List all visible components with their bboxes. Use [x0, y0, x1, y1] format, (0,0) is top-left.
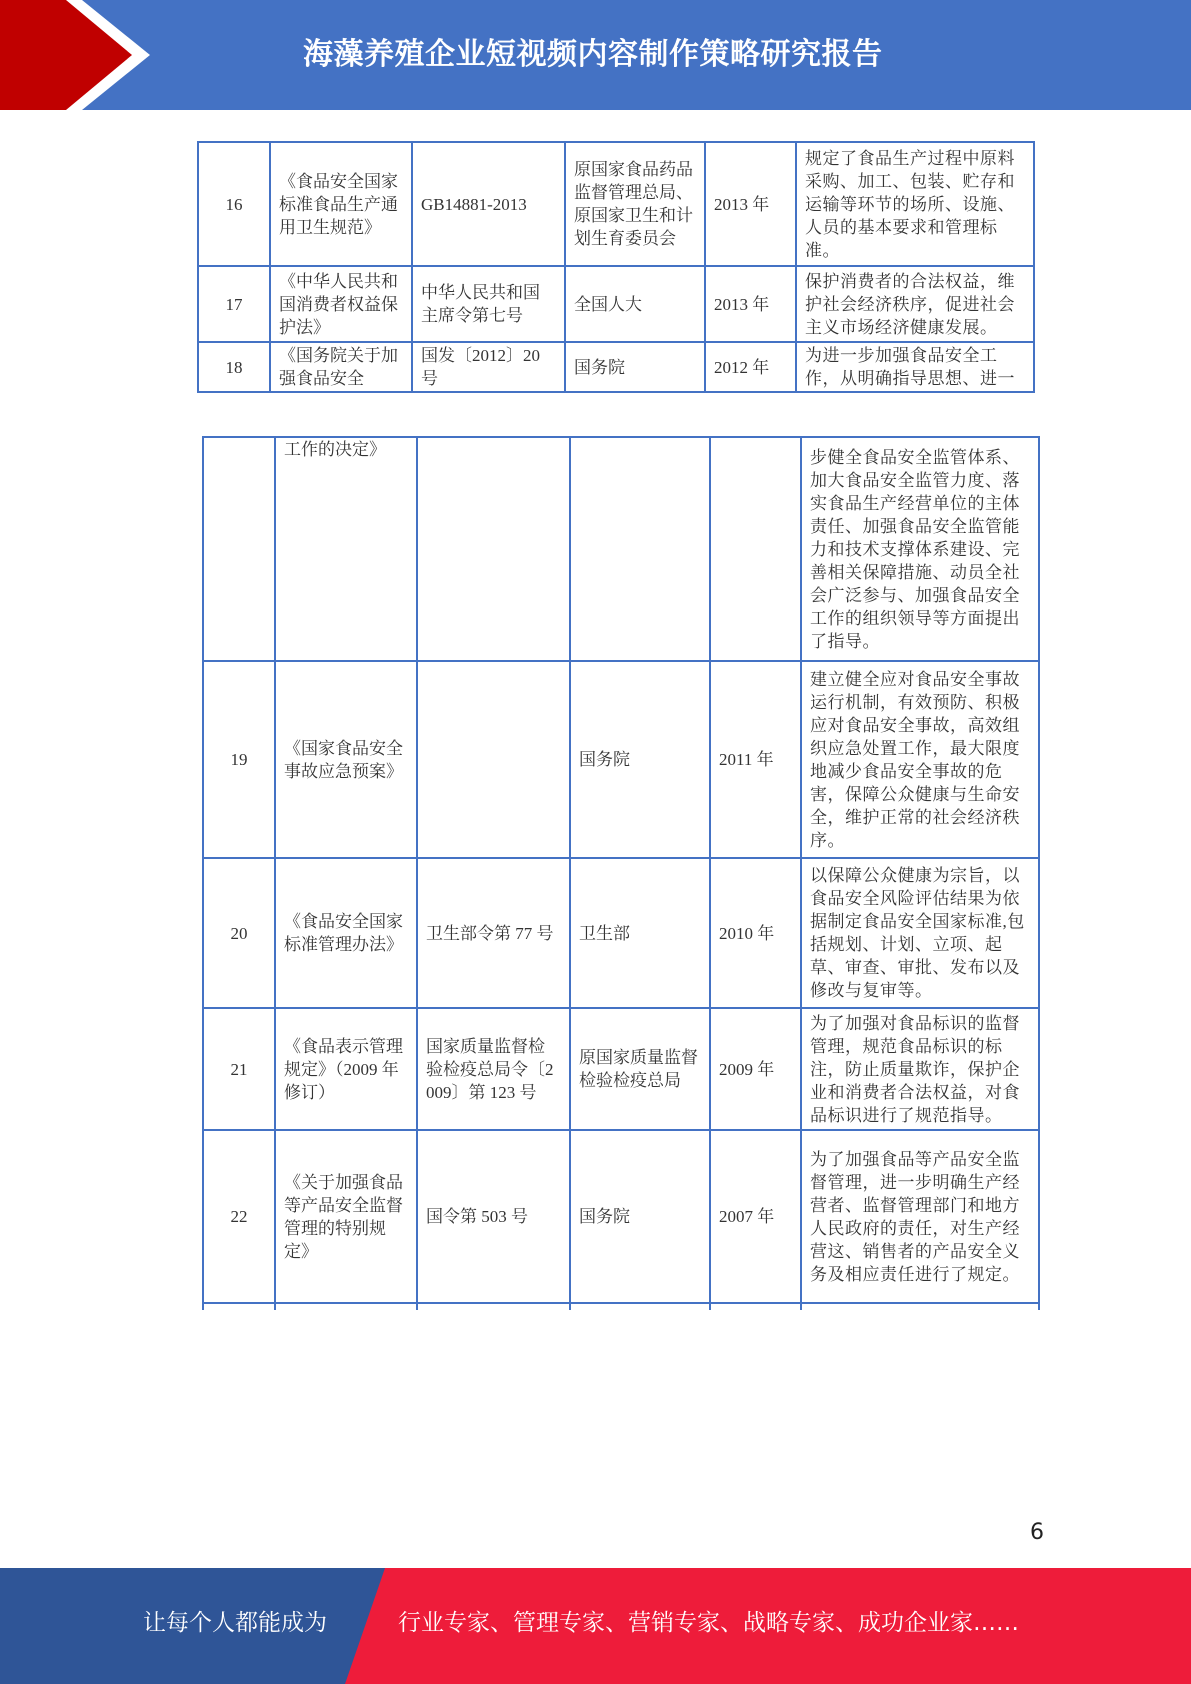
page-footer: [0, 1568, 1191, 1684]
row-number: 19: [203, 661, 275, 858]
issue-year: 2009 年: [710, 1008, 801, 1130]
document-number: 国令第 503 号: [417, 1130, 570, 1303]
continuation-cell: [570, 1303, 710, 1310]
page-number: 6: [1030, 1520, 1044, 1545]
continuation-cell: [417, 1303, 570, 1310]
row-number: 22: [203, 1130, 275, 1303]
continuation-cell: [801, 1303, 1039, 1310]
issuing-authority: [570, 437, 710, 661]
row-number: 16: [198, 142, 270, 266]
continuation-cell: [710, 1303, 801, 1310]
issuing-authority: 国务院: [570, 661, 710, 858]
regulation-name: 《关于加强食品等产品安全监督管理的特别规定》: [275, 1130, 417, 1303]
issue-year: 2010 年: [710, 858, 801, 1008]
issue-year: 2012 年: [705, 342, 796, 392]
continuation-cell: [203, 1303, 275, 1310]
regulation-content: 为了加强对食品标识的监督管理，规范食品标识的标注，防止质量欺诈，保护企业和消费者合法权益，对食品标识进行了规范指导。: [801, 1008, 1039, 1130]
issuing-authority: 卫生部: [570, 858, 710, 1008]
row-number: 18: [198, 342, 270, 392]
footer-slogan-right: 行业专家、管理专家、营销专家、战略专家、成功企业家……: [398, 1610, 1019, 1636]
footer-slogan-left: 让每个人都能成为: [143, 1610, 327, 1636]
table-row: [203, 1130, 1039, 1303]
header-arrow-decoration: [0, 0, 150, 110]
regulation-name: 《食品表示管理规定》（2009 年修订）: [275, 1008, 417, 1130]
table-row: [198, 142, 1034, 266]
table-row: [198, 342, 1034, 392]
regulation-name: 《国家食品安全事故应急预案》: [275, 661, 417, 858]
page-header: [0, 0, 1191, 110]
regulation-name: 《食品安全国家标准管理办法》: [275, 858, 417, 1008]
issuing-authority: 原国家食品药品监督管理总局、原国家卫生和计划生育委员会: [565, 142, 705, 266]
regulation-content: 保护消费者的合法权益，维护社会经济秩序，促进社会主义市场经济健康发展。: [796, 266, 1034, 342]
table-row: [203, 661, 1039, 858]
regulation-content: 步健全食品安全监管体系、加大食品安全监管力度、落实食品生产经营单位的主体责任、加强食品安全监管能力和技术支撑体系建设、完善相关保障措施、动员全社会广泛参与、加强食品安全工作的组织领导等方面提出了指导。: [801, 437, 1039, 661]
regulation-name: 工作的决定》: [275, 437, 417, 661]
document-number: 卫生部令第 77 号: [417, 858, 570, 1008]
regulation-content: 为进一步加强食品安全工作，从明确指导思想、进一: [796, 342, 1034, 392]
regulation-content: 建立健全应对食品安全事故运行机制，有效预防、积极应对食品安全事故，高效组织应急处置工作，最大限度地减少食品安全事故的危害，保障公众健康与生命安全，维护正常的社会经济秩序。: [801, 661, 1039, 858]
regulations-table-part-2: [202, 436, 1040, 1310]
continuation-cell: [275, 1303, 417, 1310]
row-number: [203, 437, 275, 661]
table-row: [198, 266, 1034, 342]
regulation-content: 为了加强食品等产品安全监督管理，进一步明确生产经营者、监督管理部门和地方人民政府的责任，对生产经营这、销售者的产品安全义务及相应责任进行了规定。: [801, 1130, 1039, 1303]
document-number: [417, 437, 570, 661]
document-number: GB14881-2013: [412, 142, 565, 266]
table-row: [203, 437, 1039, 661]
issuing-authority: 国务院: [565, 342, 705, 392]
issue-year: 2013 年: [705, 142, 796, 266]
issuing-authority: 国务院: [570, 1130, 710, 1303]
issue-year: 2013 年: [705, 266, 796, 342]
table-row: [203, 1008, 1039, 1130]
document-number: [417, 661, 570, 858]
regulation-content: 规定了食品生产过程中原料采购、加工、包装、贮存和运输等环节的场所、设施、人员的基本要求和管理标准。: [796, 142, 1034, 266]
regulation-name: 《国务院关于加强食品安全: [270, 342, 412, 392]
issuing-authority: 全国人大: [565, 266, 705, 342]
table-row: [203, 858, 1039, 1008]
row-number: 21: [203, 1008, 275, 1130]
document-number: 中华人民共和国主席令第七号: [412, 266, 565, 342]
document-number: 国家质量监督检验检疫总局令〔2009〕第 123 号: [417, 1008, 570, 1130]
row-number: 20: [203, 858, 275, 1008]
issue-year: [710, 437, 801, 661]
regulation-name: 《食品安全国家标准食品生产通用卫生规范》: [270, 142, 412, 266]
issue-year: 2007 年: [710, 1130, 801, 1303]
regulations-table-part-1: [197, 141, 1035, 393]
table-continuation-row: [203, 1303, 1039, 1310]
document-number: 国发〔2012〕20 号: [412, 342, 565, 392]
row-number: 17: [198, 266, 270, 342]
issuing-authority: 原国家质量监督检验检疫总局: [570, 1008, 710, 1130]
regulation-content: 以保障公众健康为宗旨，以食品安全风险评估结果为依据制定食品安全国家标准,包括规划、计划、立项、起草、审查、审批、发布以及修改与复审等。: [801, 858, 1039, 1008]
report-title: 海藻养殖企业短视频内容制作策略研究报告: [303, 37, 883, 72]
issue-year: 2011 年: [710, 661, 801, 858]
regulation-name: 《中华人民共和国消费者权益保护法》: [270, 266, 412, 342]
